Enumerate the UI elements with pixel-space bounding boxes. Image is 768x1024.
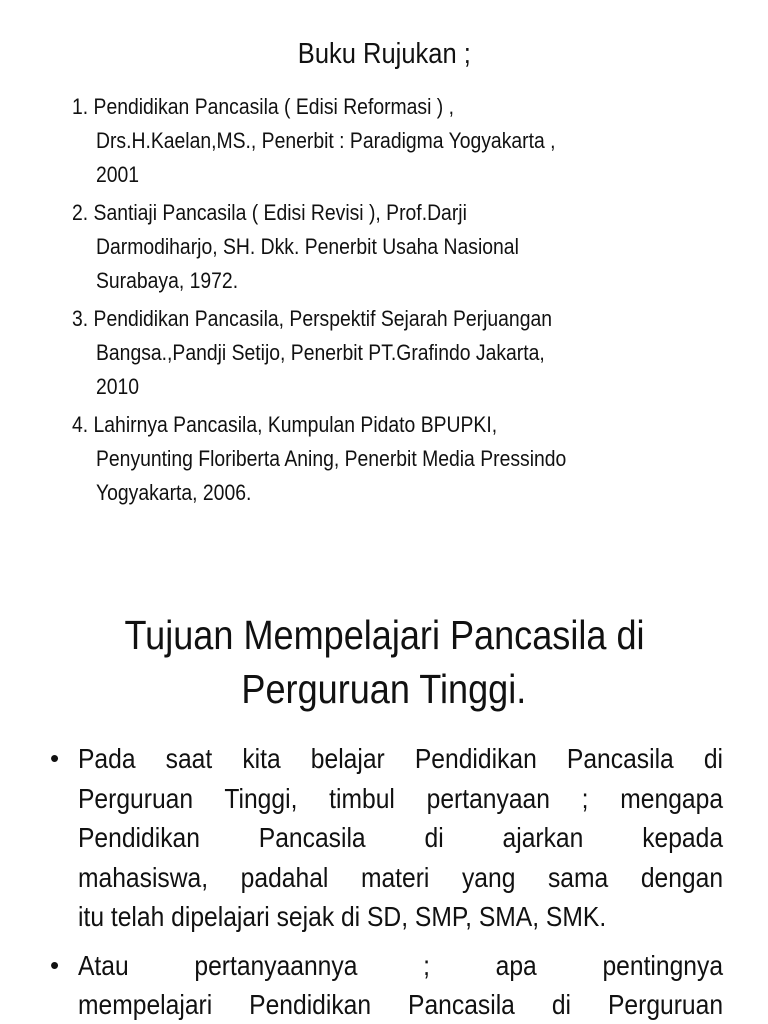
bullet-1-line-3: Pendidikan Pancasila di ajarkan kepada [78, 822, 724, 853]
reference-4-line-1: 4. Lahirnya Pancasila, Kumpulan Pidato BPUPKI, [72, 412, 498, 437]
section-title-line-1 [0, 612, 768, 658]
reference-1-line-3: 2001 [96, 162, 140, 187]
reference-1-line-1: 1. Pendidikan Pancasila ( Edisi Reformasi ) , [72, 94, 455, 119]
reference-3-line-3: 2010 [96, 374, 140, 399]
bullet-1-line-5: itu telah dipelajari sejak di SD, SMP, SMA, SMK. [78, 901, 607, 932]
section-title-text-1: Tujuan Mempelajari Pancasila di [123, 612, 645, 658]
reference-4-line-3: Yogyakarta, 2006. [96, 480, 252, 505]
references-title [0, 40, 768, 69]
bullet-1-line-1: Pada saat kita belajar Pendidikan Pancasila di [78, 743, 724, 774]
reference-2-line-3: Surabaya, 1972. [96, 268, 239, 293]
bullet-1-line-2: Perguruan Tinggi, timbul pertanyaan ; mengapa [78, 783, 724, 814]
reference-2-line-2: Darmodiharjo, SH. Dkk. Penerbit Usaha Nasional [96, 234, 519, 259]
reference-2-line-1: 2. Santiaji Pancasila ( Edisi Revisi ), Prof.Darji [72, 200, 467, 225]
bullet-icon: • [50, 950, 60, 980]
section-title-line-2 [0, 666, 768, 712]
section-title-text-2: Perguruan Tinggi. [241, 666, 527, 712]
reference-3-line-2: Bangsa.,Pandji Setijo, Penerbit PT.Grafindo Jakarta, [96, 340, 545, 365]
reference-3-line-1: 3. Pendidikan Pancasila, Perspektif Sejarah Perjuangan [72, 306, 553, 331]
bullet-2-line-1: Atau pertanyaannya ; apa pentingnya [78, 950, 724, 981]
references-title-text: Buku Rujukan ; [297, 38, 471, 70]
reference-4-line-2: Penyunting Floriberta Aning, Penerbit Media Pressindo [96, 446, 567, 471]
bullet-2-line-2: mempelajari Pendidikan Pancasila di Perguruan [78, 989, 724, 1020]
bullet-1-line-4: mahasiswa, padahal materi yang sama dengan [78, 862, 724, 893]
bullet-icon: • [50, 743, 60, 773]
reference-1-line-2: Drs.H.Kaelan,MS., Penerbit : Paradigma Yogyakarta , [96, 128, 556, 153]
